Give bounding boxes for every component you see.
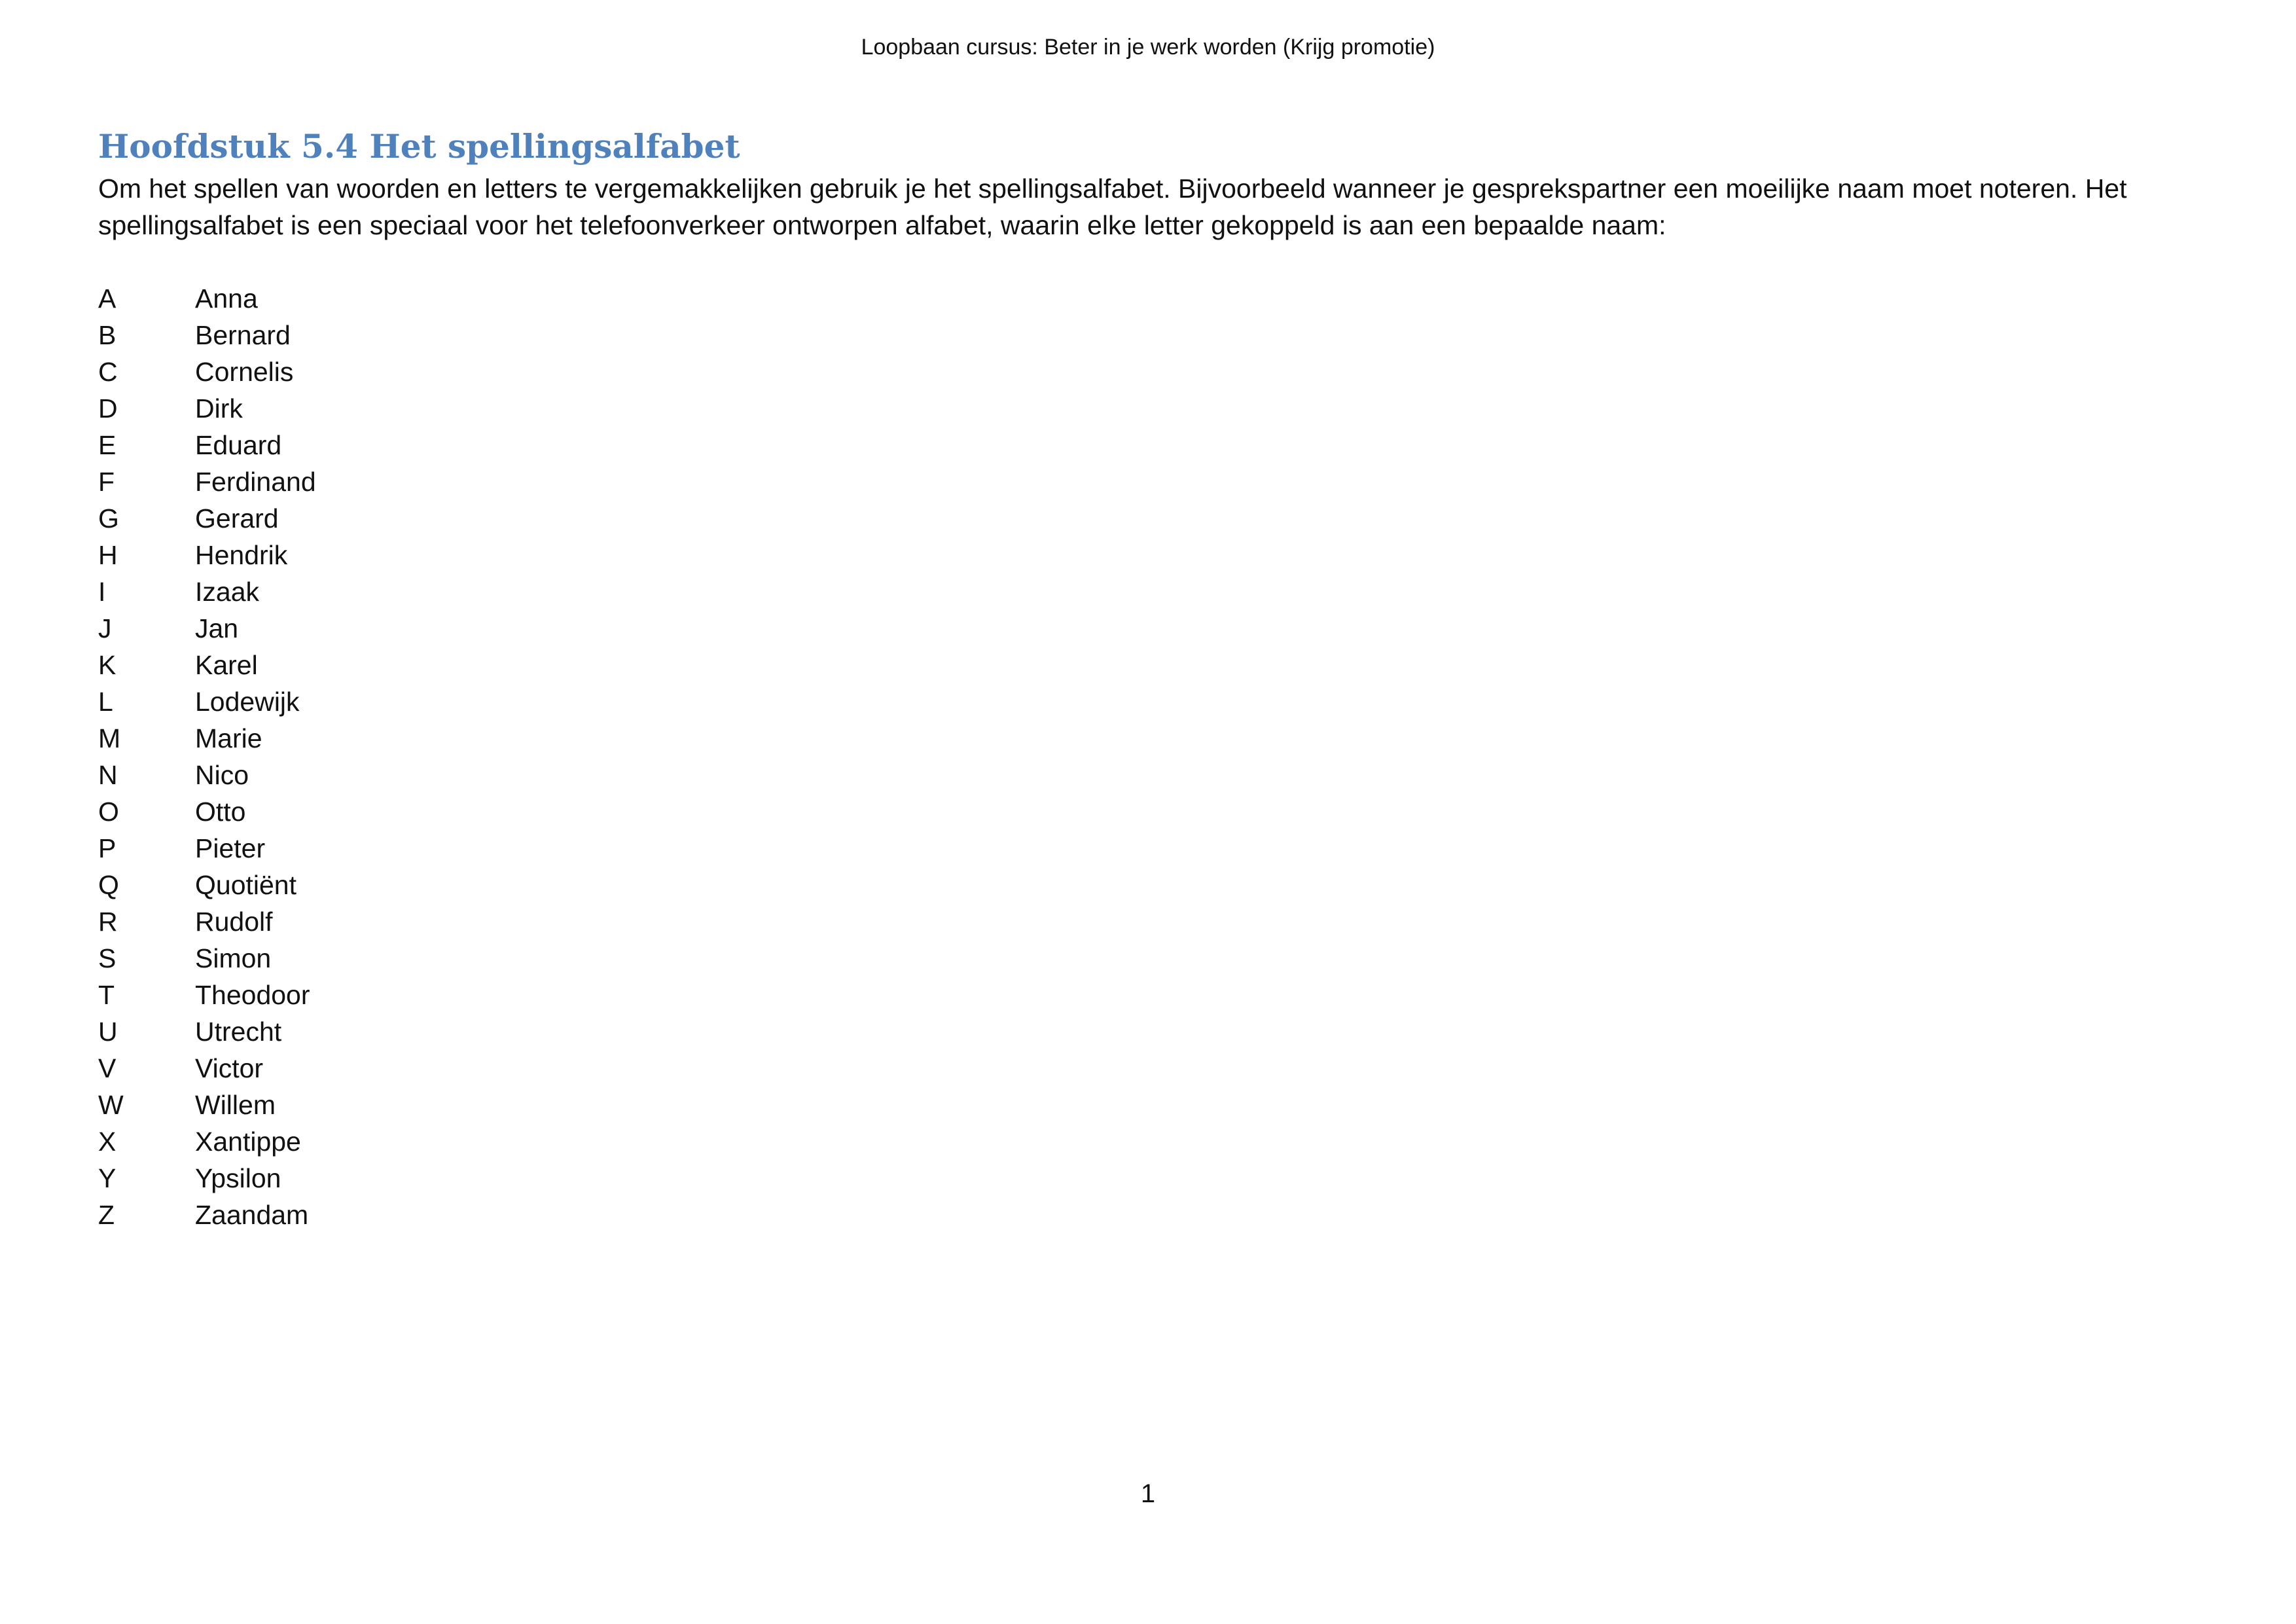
alphabet-row [98,1050,2212,1087]
alphabet-letter: L [98,687,113,717]
alphabet-letter: H [98,540,118,570]
alphabet-letter: P [98,833,117,863]
alphabet-row [98,1197,2212,1233]
alphabet-word: Utrecht [195,1017,282,1047]
page-header: Loopbaan cursus: Beter in je werk worden (Krijg promotie) [861,35,1435,60]
alphabet-row [98,1123,2212,1160]
alphabet-word: Simon [195,943,272,973]
alphabet-row [98,353,2212,390]
alphabet-word: Bernard [195,320,291,350]
alphabet-word: Eduard [195,430,282,460]
spelling-alphabet-list [98,280,2212,1233]
alphabet-letter: J [98,613,112,643]
alphabet-word: Lodewijk [195,687,300,717]
alphabet-word: Anna [195,283,258,314]
alphabet-word: Ypsilon [195,1163,281,1193]
alphabet-word: Izaak [195,577,259,607]
alphabet-letter: A [98,283,117,314]
alphabet-letter: B [98,320,117,350]
alphabet-word: Nico [195,760,249,790]
intro-paragraph: Om het spellen van woorden en letters te vergemakkelijken gebruik je het spellingsalfabet. Bijvoorbeeld wanneer je gesprekspartner een moeilijke naam moet noteren. Het spellingsalfabet is een speciaal voor het telefoonverkeer ontworpen alfabet, waarin elke letter gekoppeld is aan een bepaalde naam: [98,173,2127,240]
alphabet-word: Otto [195,797,246,827]
alphabet-row [98,830,2212,867]
alphabet-letter: M [98,723,121,753]
alphabet-word: Quotiënt [195,870,296,900]
alphabet-letter: Y [98,1163,117,1193]
alphabet-word: Karel [195,650,258,680]
alphabet-row [98,940,2212,977]
alphabet-letter: F [98,467,115,497]
alphabet-word: Cornelis [195,357,294,387]
alphabet-row [98,1087,2212,1123]
alphabet-word: Pieter [195,833,266,863]
alphabet-row [98,977,2212,1013]
alphabet-word: Xantippe [195,1127,301,1157]
alphabet-letter: U [98,1017,118,1047]
alphabet-word: Theodoor [195,980,310,1010]
alphabet-word: Ferdinand [195,467,316,497]
alphabet-letter: G [98,503,119,533]
alphabet-letter: Q [98,870,119,900]
alphabet-letter: I [98,577,106,607]
alphabet-letter: C [98,357,118,387]
alphabet-row [98,537,2212,573]
alphabet-letter: N [98,760,118,790]
alphabet-word: Willem [195,1090,276,1120]
alphabet-letter: E [98,430,117,460]
alphabet-row [98,867,2212,903]
alphabet-word: Rudolf [195,907,273,937]
alphabet-letter: K [98,650,117,680]
alphabet-letter: R [98,907,118,937]
alphabet-row [98,793,2212,830]
section-title: Hoofdstuk 5.4 Het spellingsalfabet [98,127,740,166]
alphabet-row [98,1013,2212,1050]
alphabet-letter: Z [98,1200,115,1230]
alphabet-row [98,647,2212,683]
alphabet-word: Dirk [195,393,243,424]
alphabet-row [98,317,2212,353]
alphabet-word: Marie [195,723,262,753]
alphabet-letter: T [98,980,115,1010]
alphabet-row [98,1160,2212,1197]
alphabet-row [98,573,2212,610]
alphabet-letter: V [98,1053,117,1083]
alphabet-row [98,390,2212,427]
alphabet-row [98,720,2212,757]
alphabet-word: Hendrik [195,540,288,570]
alphabet-row [98,500,2212,537]
alphabet-letter: X [98,1127,117,1157]
alphabet-letter: S [98,943,117,973]
alphabet-letter: D [98,393,118,424]
alphabet-word: Jan [195,613,239,643]
page-content [98,123,2212,1233]
alphabet-row [98,610,2212,647]
alphabet-word: Zaandam [195,1200,309,1230]
alphabet-letter: O [98,797,119,827]
alphabet-row [98,903,2212,940]
page-number: 1 [1140,1479,1156,1508]
alphabet-row [98,757,2212,793]
alphabet-row [98,427,2212,463]
alphabet-row [98,463,2212,500]
alphabet-row [98,280,2212,317]
alphabet-row [98,683,2212,720]
alphabet-word: Gerard [195,503,279,533]
alphabet-letter: W [98,1090,124,1120]
alphabet-word: Victor [195,1053,264,1083]
